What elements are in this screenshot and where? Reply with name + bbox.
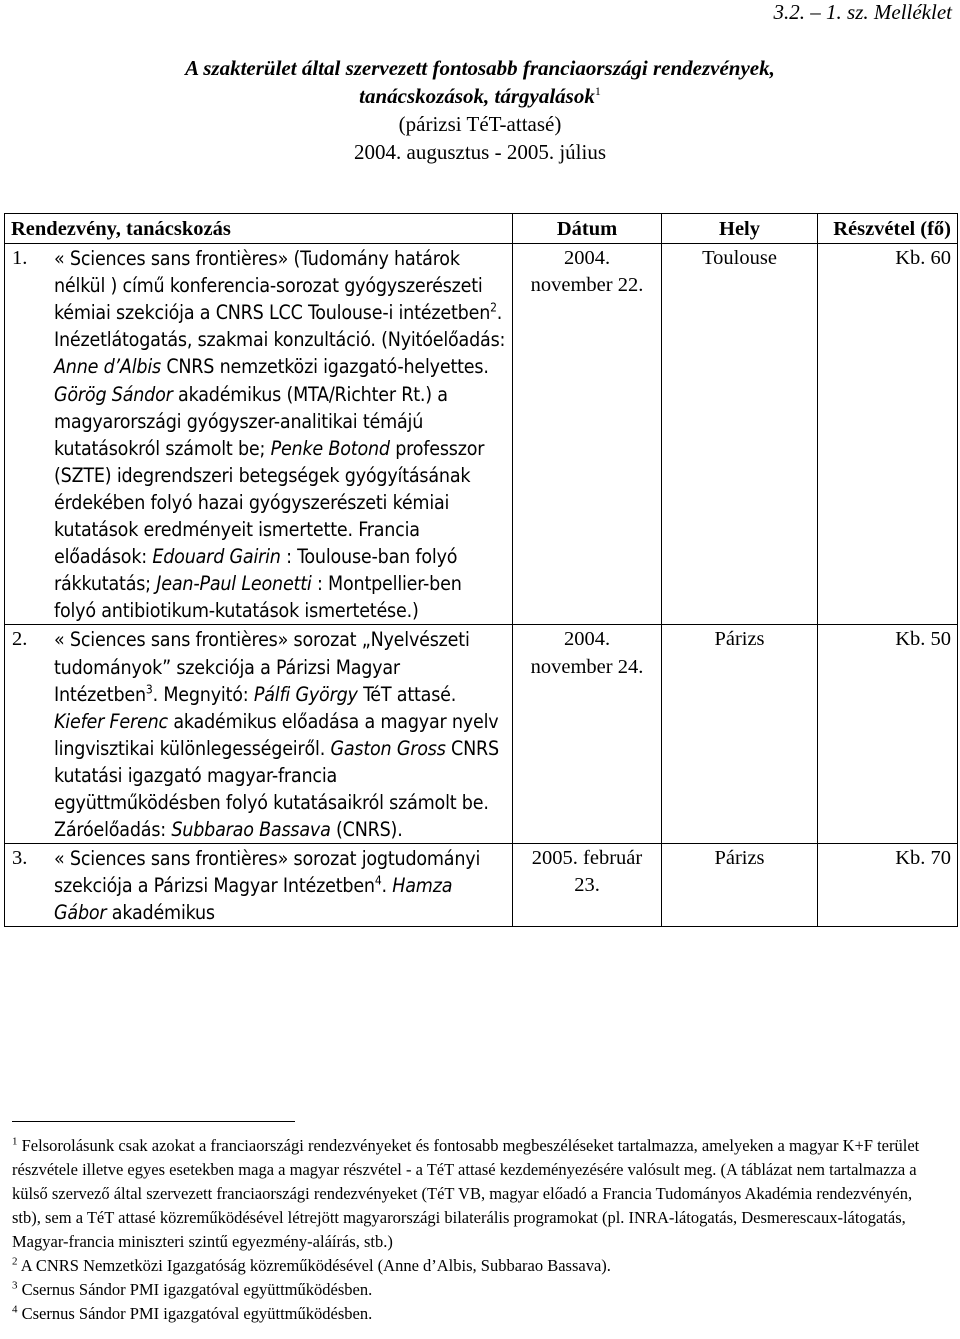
event-text: akadémikus [106,901,215,925]
footnote-text: A CNRS Nemzetközi Igazgatóság közreműködésével (Anne d’Albis, Subbarao Bassava). [20,1256,611,1275]
event-cell [5,844,513,927]
footnote-separator [12,1121,295,1122]
date-line: 2005. február [531,847,643,870]
event-description [54,845,506,926]
footnote-mark: 3 [12,1279,18,1292]
participation-cell: Kb. 60 [818,244,958,625]
footnote-ref[interactable]: 3 [145,682,153,697]
event-text: . Megnyitó: [152,682,254,706]
person-name: Jean-Paul Leonetti [156,572,312,596]
event-text: akadémikus előadása a magyar nyelv lingvisztikai különlegességeiről. [54,709,499,760]
date-cell [513,625,662,844]
footnote-mark: 2 [12,1255,18,1268]
footnote-mark: 4 [12,1303,18,1316]
event-text: (CNRS). [330,818,403,842]
row-number: 1. [12,247,28,270]
event-text: professzor (SZTE) idegrendszeri betegségek gyógyításának érdekében folyó hazai gyógyszerészeti kémiai kutatások eredményeit ismertette. Francia előadások: [54,436,485,569]
event-text: . [381,874,393,898]
header-event: Rendezvény, tanácskozás [5,214,513,244]
event-text: CNRS kutatási igazgató magyar-francia együttműködésben folyó kutatásaikról számolt be. Záróelőadás: [54,736,499,842]
footnote-mark: 1 [12,1135,18,1148]
header-place: Hely [662,214,818,244]
events-table [4,213,958,927]
date-line: november 24. [530,655,644,678]
event-text: TéT attasé. [357,682,457,706]
event-text: : Montpellier-ben folyó antibiotikum-kutatások ismertetése.) [54,572,462,623]
footnote [12,1254,942,1278]
heading-line-3: (párizsi TéT-attasé) [398,112,562,136]
footnote-text: Csernus Sándor PMI igazgatóval együttműködésben. [21,1304,373,1323]
date-cell [513,244,662,625]
date-line: 2004. [563,247,611,270]
person-name: Hamza Gábor [54,874,453,925]
document-heading [0,54,960,166]
footnote-ref[interactable]: 4 [374,873,382,888]
person-name: Kiefer Ferenc [54,709,168,733]
heading-line-2-text: tanácskozások, tárgyalások [359,84,595,108]
person-name: Görög Sándor [54,382,173,406]
heading-line-4: 2004. augusztus - 2005. július [354,140,606,164]
date-cell [513,844,662,927]
footnote-text: Csernus Sándor PMI igazgatóval együttműködésben. [21,1280,373,1299]
footnote [12,1278,942,1302]
date-line: 2004. [563,628,611,651]
person-name: Subbarao Bassava [171,818,331,842]
event-text: CNRS nemzetközi igazgató-helyettes. [160,355,489,379]
table-row [5,244,958,625]
person-name: Gaston Gross [330,736,446,760]
date-line: november 22. [530,274,644,297]
place-cell: Párizs [662,844,818,927]
footnote-text: Felsorolásunk csak azokat a franciaországi rendezvényeket és fontosabb megbeszéléseket tartalmazza, amelyeken a magyar K+F terület részvétele illetve egyes esetekben maga a magyar részvétel - a TéT attasé kezdeményezésére valósult meg. (A táblázat nem tartalmazza a külső szervező által szervezett franciaországi rendezvényeket (TéT VB, magyar előadó a Francia Tudományos Akadémia rendezvényén, stb), sem a TéT attasé közreműködésével létrejött magyarországi bilaterális programokat (pl. INRA-látogatás, Desmerescaux-látogatás, Magyar-francia miniszteri szintű egyezmény-aláírás, stb.) [12,1136,920,1251]
table-header-row [5,214,958,244]
person-name: Anne d’Albis [54,355,161,379]
participation-cell: Kb. 70 [818,844,958,927]
table-row [5,844,958,927]
event-text: akadémikus (MTA/Richter Rt.) a magyarországi gyógyszer-analitikai témájú kutatásokról számolt be; [54,382,448,460]
event-description [54,626,506,843]
heading-line-2 [0,82,960,110]
header-date: Dátum [513,214,662,244]
event-text: : Toulouse-ban folyó rákkutatás; [54,545,458,596]
event-cell [5,625,513,844]
person-name: Edouard Gairin [152,545,281,569]
footnote [12,1134,942,1254]
table-row [5,625,958,844]
place-cell: Párizs [662,625,818,844]
place-cell: Toulouse [662,244,818,625]
event-cell [5,244,513,625]
footnote-ref-1[interactable]: 1 [594,84,601,98]
footnote [12,1302,942,1326]
event-text: « Sciences sans frontières» sorozat jogtudományi szekciója a Párizsi Magyar Intézetben [54,847,481,898]
person-name: Pálfi György [253,682,358,706]
row-number: 2. [12,628,28,651]
person-name: Penke Botond [270,436,390,460]
date-line: 23. [574,874,600,897]
participation-cell: Kb. 50 [818,625,958,844]
event-text: . Inézetlátogatás, szakmai konzultáció. (Nyitóelőadás: [54,301,506,352]
event-description [54,245,506,624]
event-text: « Sciences sans frontières» (Tudomány határok nélkül ) című konferencia-sorozat gyógyszerészeti kémiai szekciója a CNRS LCC Toulouse-i intézetben [54,247,491,325]
annex-label: 3.2. – 1. sz. Melléklet [773,0,952,24]
row-number: 3. [12,847,28,870]
event-text: « Sciences sans frontières» sorozat „Nyelvészeti tudományok” szekciója a Párizsi Magyar Intézetben [54,628,470,706]
footnote-ref[interactable]: 2 [490,300,497,315]
heading-line-1: A szakterület által szervezett fontosabb franciaországi rendezvények, [185,56,775,80]
header-participation: Részvétel (fő) [818,214,958,244]
footnotes [12,1134,942,1326]
